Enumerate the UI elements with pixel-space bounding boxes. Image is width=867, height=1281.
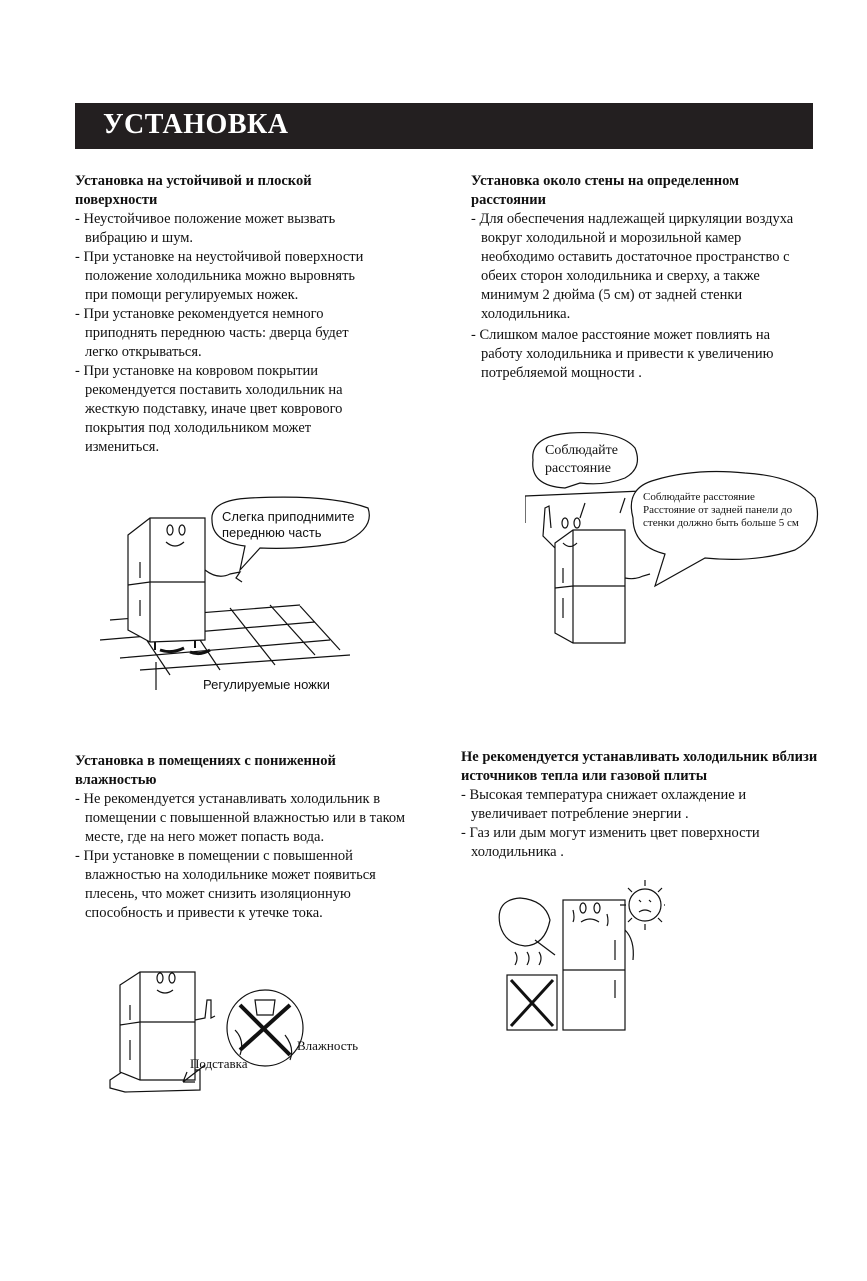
figure-humidity <box>105 960 375 1100</box>
section-title: Установка около стены на определенном расстоянии <box>471 173 739 208</box>
fridge-heat-illustration <box>495 870 665 1035</box>
bubble-right-text: Расстояние от задней панели до стенки должно быть больше 5 см <box>643 504 799 529</box>
section-level-surface <box>75 172 375 457</box>
figure-adjustable-feet <box>100 490 380 700</box>
section-list <box>75 210 375 457</box>
figure-heat-sources <box>495 870 665 1035</box>
page-title-banner <box>75 103 813 149</box>
bubble-left-text: Соблюдайте расстояние <box>545 443 619 476</box>
list-item: - При установке рекомендуется немного приподнять переднюю часть: дверца будет легко открываться. <box>75 305 375 362</box>
list-item: - При установке на неустойчивой поверхности положение холодильника можно выровнять при помощи регулируемых ножек. <box>75 248 375 305</box>
list-item: - Не рекомендуется устанавливать холодильник в помещении с повышенной влажностью или в таком месте, где на него может попасть вода. <box>75 790 415 847</box>
section-wall-distance <box>471 172 801 383</box>
section-title: Не рекомендуется устанавливать холодильник вблизи источников тепла или газовой плиты <box>461 749 818 784</box>
list-item: - Газ или дым могут изменить цвет поверхности холодильника . <box>461 824 821 862</box>
label-stand: Подставка <box>190 1056 248 1071</box>
section-list <box>461 786 821 862</box>
section-heat-sources <box>461 748 821 862</box>
list-item: - Для обеспечения надлежащей циркуляции воздуха вокруг холодильной и морозильной камер необходимо оставить достаточное пространство с обеих сторон холодильника и сверху, а также минимум 2 дюйма (5 см) от задней стенки холодильника. <box>471 210 801 324</box>
bubble-text: Слегка приподнимите переднюю часть <box>222 509 355 540</box>
list-item: - При установке на ковровом покрытии рекомендуется поставить холодильник на жесткую подставку, иначе цвет коврового покрытия под холодильником может измениться. <box>75 362 375 457</box>
list-item: - Неустойчивое положение может вызвать вибрацию и шум. <box>75 210 375 248</box>
section-list <box>75 790 415 923</box>
label-humidity: Влажность <box>297 1038 359 1053</box>
section-title: Установка на устойчивой и плоской поверхности <box>75 173 312 208</box>
figure-wall-distance <box>525 428 825 648</box>
bubble-right-title: Соблюдайте расстояние <box>643 491 755 503</box>
section-list <box>471 210 801 383</box>
section-title: Установка в помещениях с пониженной влажностью <box>75 753 336 788</box>
list-item: - При установке в помещении с повышенной влажностью на холодильнике может появиться плесень, что может снизить изоляционную способность и привести к утечке тока. <box>75 847 415 923</box>
caption-adjustable-feet: Регулируемые ножки <box>203 677 330 692</box>
list-item: - Слишком малое расстояние может повлиять на работу холодильника и привести к увеличению потребляемой мощности . <box>471 326 801 383</box>
fridge-humidity-illustration <box>105 960 375 1100</box>
list-item: - Высокая температура снижает охлаждение и увеличивает потребление энергии . <box>461 786 821 824</box>
section-humidity <box>75 752 415 923</box>
page-title: УСТАНОВКА <box>103 109 289 140</box>
